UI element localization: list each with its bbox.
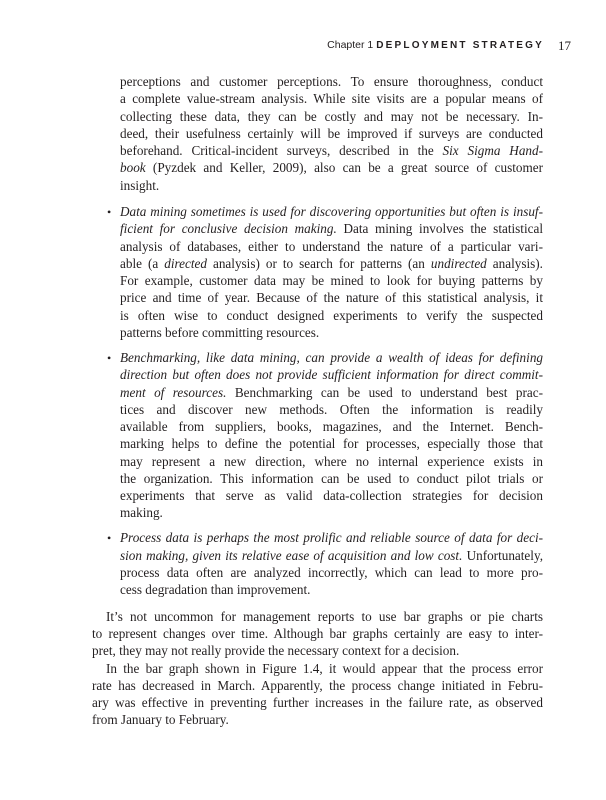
text-line: analysis of databases, either to understand the nature of a particular vari- — [120, 238, 543, 254]
text-line: available from suppliers, books, magazines, and the Internet. Bench- — [120, 419, 543, 434]
text-span: sion making, given its relative ease of acquisition and low cost. — [120, 547, 463, 563]
text-line: pret, they may not really provide the necessary context for a decision. — [92, 643, 460, 658]
text-line: tices and discover new methods. Often the information is readily — [120, 401, 543, 417]
text-line: marking helps to define the potential for processes, especially those that — [120, 436, 543, 451]
text-line: may represent a new direction, where no internal experience exists in — [120, 453, 543, 469]
text-line: the organization. This information can be used to conduct pilot trials or — [120, 470, 543, 486]
text-span: Benchmarking, like data mining, can provide a wealth of ideas for defining — [120, 350, 543, 365]
text-span: ficient for conclusive decision making. — [120, 221, 337, 236]
text-line: is often wise to conduct designed experiments to verify the suspected — [120, 307, 543, 323]
text-line: For example, customer data may be mined to look for buying patterns by — [120, 273, 543, 288]
text-line: experiments that serve as valid data-collection strategies for decision — [120, 488, 543, 503]
text-span: Data mining sometimes is used for discovering opportunities but often is insuf- — [120, 204, 543, 219]
chapter-label: Chapter 1 — [327, 39, 374, 51]
page-number: 17 — [558, 38, 571, 53]
text-line: rate has decreased in March. Apparently, the process change initiated in Febru- — [92, 677, 543, 693]
text-span: analysis). — [486, 255, 543, 271]
text-line — [120, 255, 543, 272]
running-header — [0, 39, 606, 55]
text-line: cess degradation than improvement. — [120, 582, 311, 597]
text-line: In the bar graph shown in Figure 1.4, it would appear that the process error — [106, 660, 543, 676]
text-line — [120, 203, 543, 220]
text-line: It’s not uncommon for management reports to use bar graphs or pie charts — [106, 608, 543, 624]
bullet-icon: • — [107, 205, 112, 219]
text-line: price and time of year. Because of the nature of this statistical analysis, it — [120, 290, 543, 305]
book-title: Six Sigma Hand- — [442, 143, 543, 158]
text-line: process data often are analyzed incorrectly, which can lead to more pro- — [120, 564, 543, 580]
text-line — [120, 384, 543, 401]
text-span: undirected — [430, 255, 487, 271]
text-line: from January to February. — [92, 712, 229, 727]
text-line: making. — [120, 505, 163, 520]
text-line — [120, 529, 543, 546]
text-span: Unfortunately, — [462, 547, 543, 563]
text-line: ary was effective in preventing further increases in the failure rate, as observed — [92, 695, 543, 710]
text-line: insight. — [120, 177, 160, 193]
text-span: direction but often does not provide sufficient information for direct commit- — [120, 367, 543, 382]
text-span: Data mining involves the statistical — [336, 221, 543, 236]
text-line — [120, 142, 543, 159]
text-span: able (a — [120, 255, 165, 271]
text-line: collecting these data, they can be costly and may not be necessary. In- — [120, 108, 543, 124]
bullet-icon: • — [107, 531, 112, 545]
bullet-icon: • — [107, 351, 112, 365]
chapter-heading — [327, 39, 544, 51]
text-line — [120, 547, 543, 564]
text-line: patterns before committing resources. — [120, 324, 320, 340]
book-title: book — [120, 160, 146, 175]
text-line — [120, 366, 543, 383]
text-line: perceptions and customer perceptions. To ensure thoroughness, conduct — [120, 74, 543, 89]
text-line — [120, 349, 543, 366]
text-span: analysis) or to search for patterns (an — [206, 255, 431, 271]
text-span: ment of resources. — [120, 384, 227, 400]
text-span: directed — [164, 255, 207, 271]
text-line: to represent changes over time. Although bar graphs certainly are easy to inter- — [92, 626, 543, 641]
text-line — [120, 159, 543, 176]
text-line — [120, 220, 543, 237]
text-span: (Pyzdek and Keller, 2009), also can be a great source of customer — [145, 160, 543, 175]
chapter-title: DEPLOYMENT STRATEGY — [376, 40, 544, 51]
text-line: a complete value-stream analysis. While site visits are a popular means of — [120, 91, 543, 106]
text-span: beforehand. Critical-incident surveys, described in the — [120, 143, 443, 158]
text-line: deed, their usefulness certainly will be improved if surveys are conducted — [120, 125, 543, 141]
text-span: Process data is perhaps the most prolific and reliable source of data for deci- — [120, 530, 543, 545]
text-span: Benchmarking can be used to understand best prac- — [226, 384, 543, 400]
